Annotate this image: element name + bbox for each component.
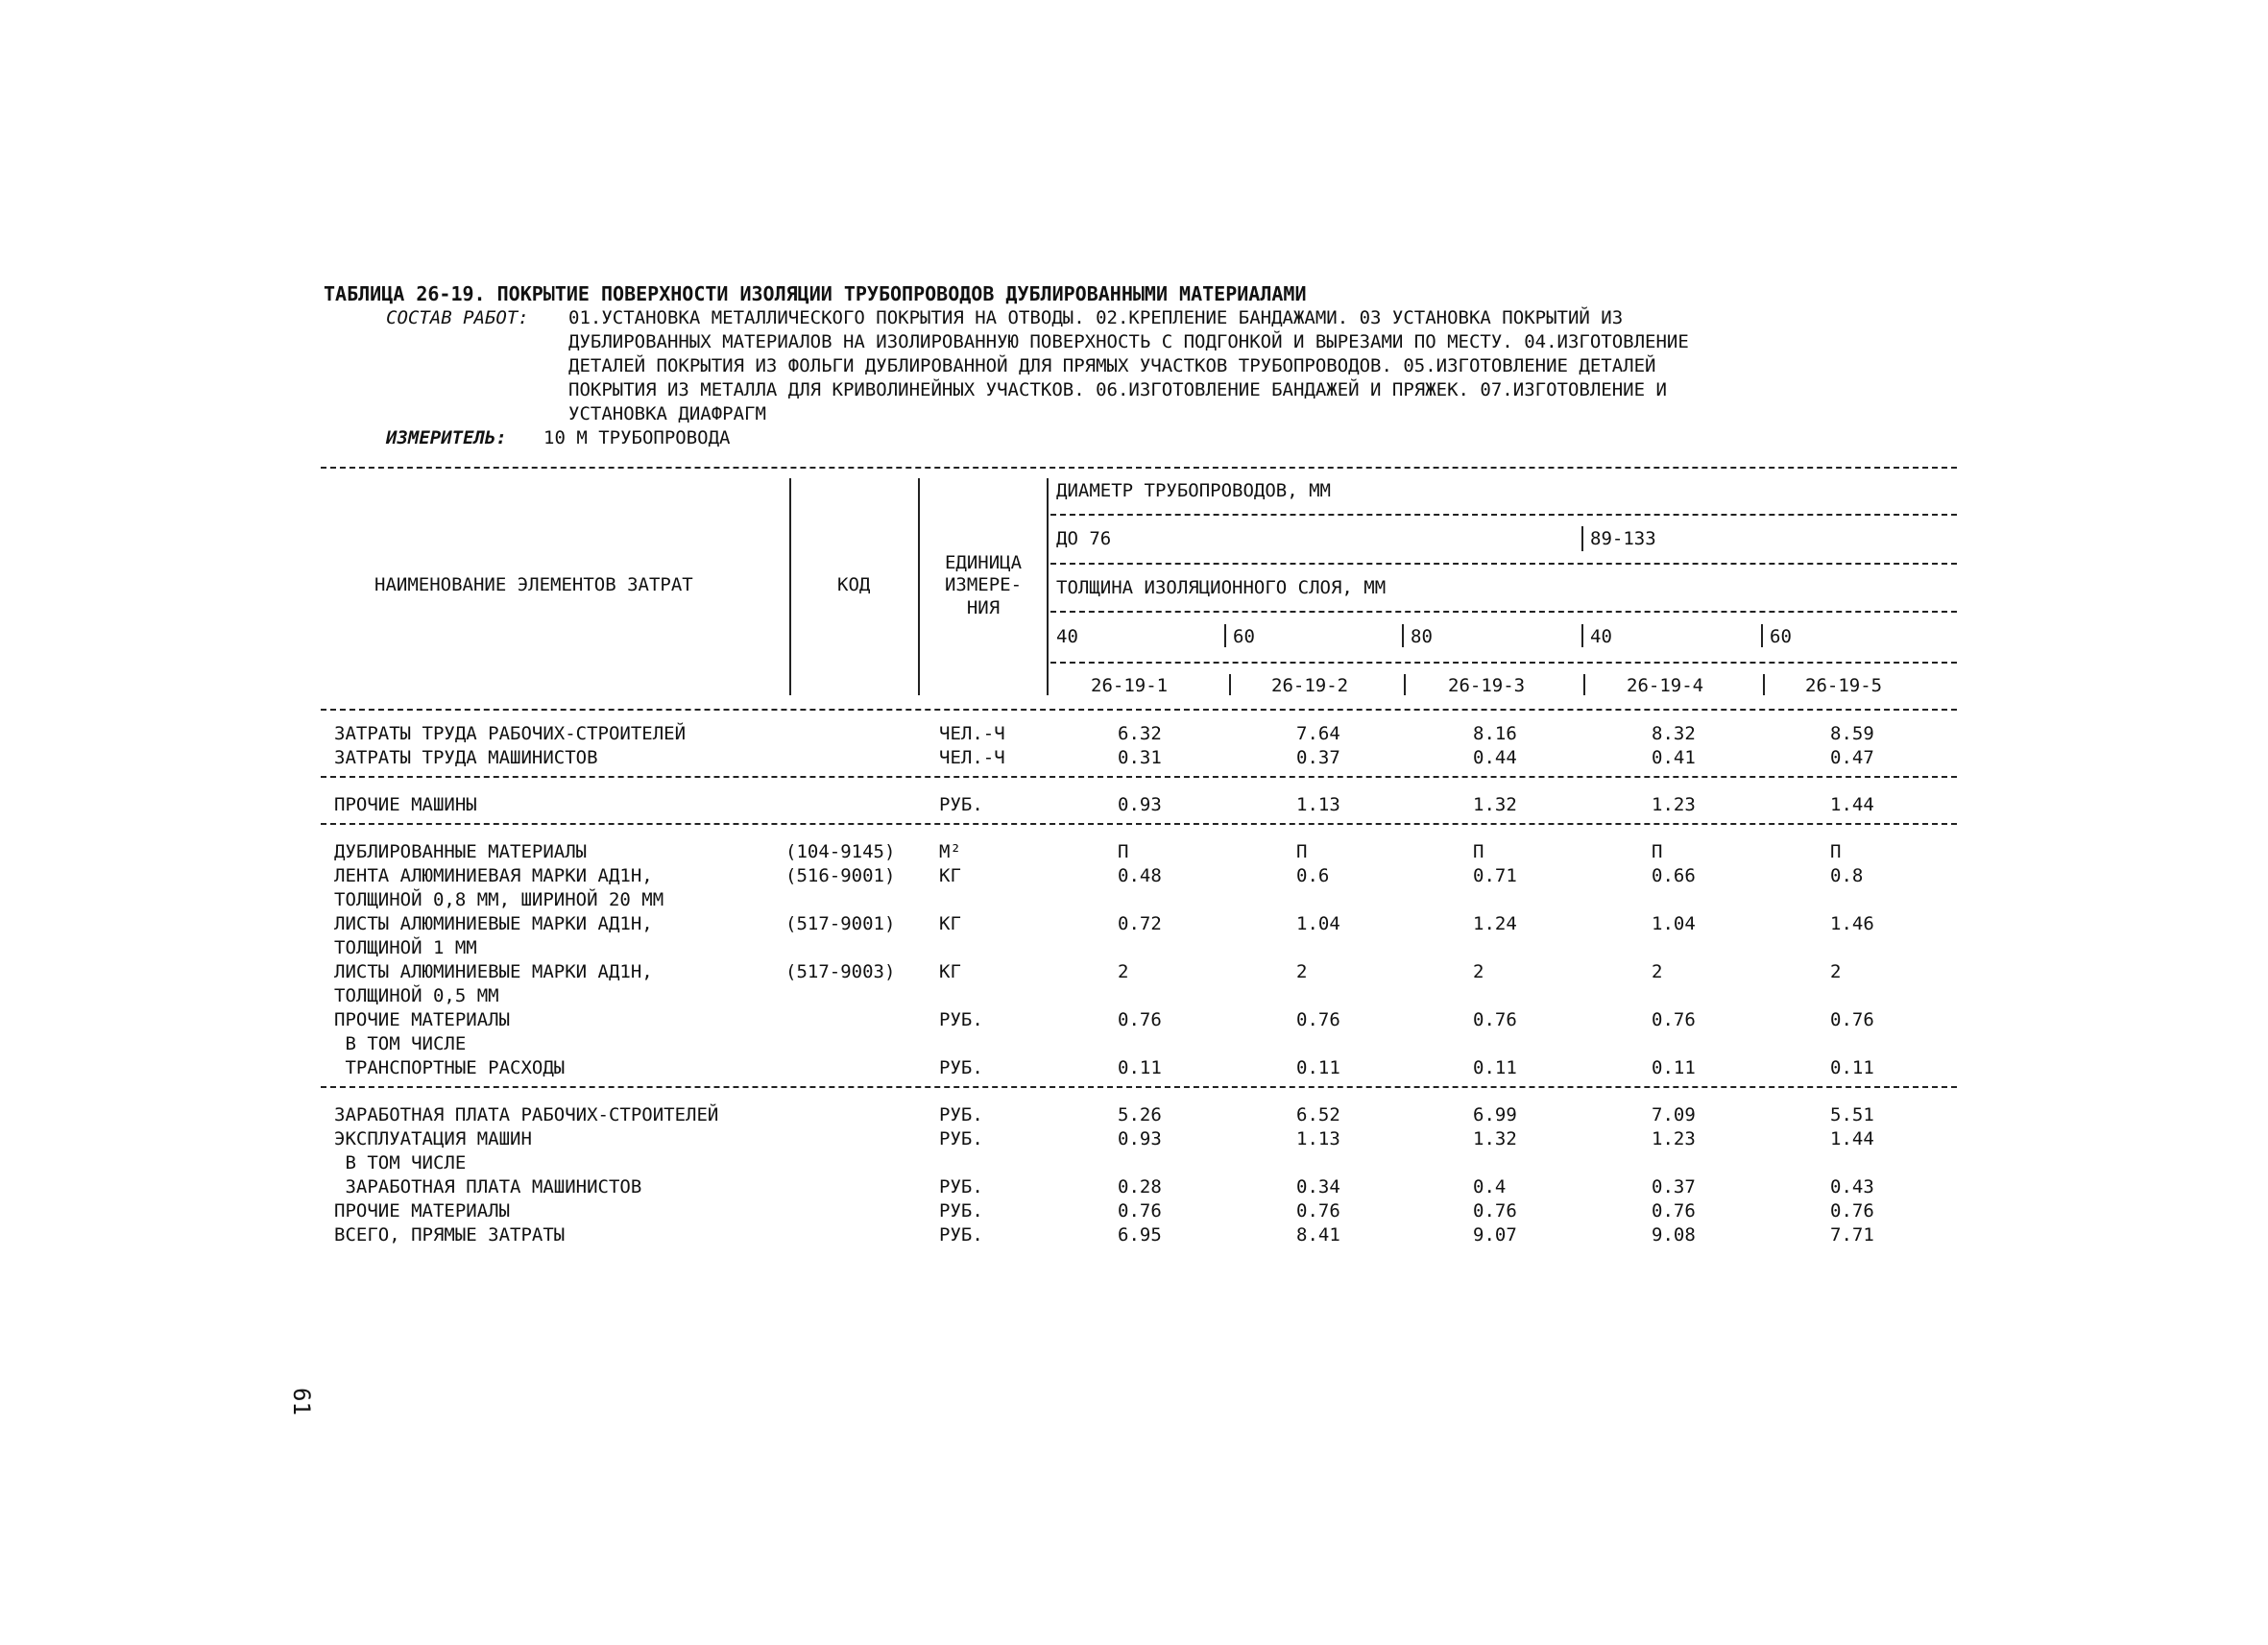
row-value: 7.09: [1652, 1104, 1696, 1125]
work-line-5: УСТАНОВКА ДИАФРАГМ: [568, 403, 766, 424]
vsep-unit-values: [1047, 478, 1049, 695]
table-top-rule: [321, 467, 1957, 469]
header-code-4: 26-19-4: [1627, 675, 1704, 696]
row-unit: ЧЕЛ.-Ч: [939, 747, 1005, 768]
row-value: 0.11: [1296, 1057, 1340, 1078]
row-value: 0.37: [1296, 747, 1340, 768]
row-value: 0.11: [1473, 1057, 1517, 1078]
header-thickness: ТОЛЩИНА ИЗОЛЯЦИОННОГО СЛОЯ, ММ: [1056, 577, 1387, 598]
row-value: 8.41: [1296, 1224, 1340, 1246]
row-value: 8.59: [1830, 723, 1874, 744]
row-name-line: ЗАРАБОТНАЯ ПЛАТА РАБОЧИХ-СТРОИТЕЛЕЙ: [334, 1104, 719, 1125]
row-name-line: ПРОЧИЕ МАШИНЫ: [334, 794, 477, 815]
header-code-5: 26-19-5: [1805, 675, 1883, 696]
vsep-code-2: [1229, 674, 1231, 695]
row-value: 0.93: [1118, 794, 1162, 815]
row-value: 0.76: [1118, 1009, 1162, 1030]
header-th-4: 40: [1590, 626, 1612, 647]
header-unit-line-3: НИЯ: [966, 597, 1001, 618]
work-composition-label: СОСТАВ РАБОТ:: [386, 307, 529, 328]
row-value: 0.31: [1118, 747, 1162, 768]
row-value: 1.32: [1473, 1128, 1517, 1149]
header-rule-codes: [1050, 662, 1957, 664]
row-value: 8.16: [1473, 723, 1517, 744]
row-name-line: В ТОМ ЧИСЛЕ: [334, 1033, 467, 1054]
header-unit-line-2: ИЗМЕРЕ-: [944, 574, 1023, 595]
row-value: 1.32: [1473, 794, 1517, 815]
row-value: 0.76: [1118, 1200, 1162, 1222]
row-value: 0.76: [1830, 1200, 1874, 1222]
row-unit: КГ: [939, 961, 961, 982]
header-rule-thickness: [1050, 611, 1957, 613]
row-unit: ЧЕЛ.-Ч: [939, 723, 1005, 744]
row-value: 0.93: [1118, 1128, 1162, 1149]
row-name-line: ТОЛЩИНОЙ 1 ММ: [334, 937, 477, 958]
row-unit: РУБ.: [939, 1128, 983, 1149]
row-name-line: ЛЕНТА АЛЮМИНИЕВАЯ МАРКИ АД1Н,: [334, 865, 653, 886]
vsep-name-code: [789, 478, 791, 695]
page-number: 61: [288, 1388, 315, 1415]
row-value: 1.44: [1830, 794, 1874, 815]
row-value: П: [1652, 841, 1663, 862]
vsep-th-3: [1402, 624, 1404, 647]
row-unit: М²: [939, 841, 961, 862]
row-value: 9.07: [1473, 1224, 1517, 1246]
row-name-line: В ТОМ ЧИСЛЕ: [334, 1152, 467, 1173]
header-th-5: 60: [1770, 626, 1792, 647]
header-name-col: НАИМЕНОВАНИЕ ЭЛЕМЕНТОВ ЗАТРАТ: [374, 574, 693, 595]
row-value: 1.46: [1830, 913, 1874, 934]
row-value: 1.44: [1830, 1128, 1874, 1149]
row-value: П: [1118, 841, 1129, 862]
row-value: П: [1473, 841, 1484, 862]
header-diameter: ДИАМЕТР ТРУБОПРОВОДОВ, ММ: [1056, 480, 1331, 501]
header-code-1: 26-19-1: [1091, 675, 1169, 696]
row-name-line: ПРОЧИЕ МАТЕРИАЛЫ: [334, 1200, 511, 1222]
row-value: 0.41: [1652, 747, 1696, 768]
row-value: 1.04: [1652, 913, 1696, 934]
row-unit: РУБ.: [939, 1104, 983, 1125]
row-name-line: ЗАТРАТЫ ТРУДА МАШИНИСТОВ: [334, 747, 598, 768]
header-th-2: 60: [1233, 626, 1255, 647]
vsep-code-5: [1763, 674, 1765, 695]
row-name-line: ЛИСТЫ АЛЮМИНИЕВЫЕ МАРКИ АД1Н,: [334, 913, 653, 934]
row-value: 0.72: [1118, 913, 1162, 934]
row-value: 6.32: [1118, 723, 1162, 744]
row-name-line: ЗАРАБОТНАЯ ПЛАТА МАШИНИСТОВ: [334, 1176, 642, 1197]
row-value: 0.76: [1652, 1200, 1696, 1222]
row-code: (104-9145): [785, 841, 896, 862]
row-value: 0.66: [1652, 865, 1696, 886]
table-title: ТАБЛИЦА 26-19. ПОКРЫТИЕ ПОВЕРХНОСТИ ИЗОЛЯЦИИ ТРУБОПРОВОДОВ ДУБЛИРОВАННЫМИ МАТЕРИАЛАМИ: [324, 282, 1307, 305]
row-unit: РУБ.: [939, 1057, 983, 1078]
row-value: 7.71: [1830, 1224, 1874, 1246]
row-value: 5.51: [1830, 1104, 1874, 1125]
row-name-line: ПРОЧИЕ МАТЕРИАЛЫ: [334, 1009, 511, 1030]
vsep-code-unit: [918, 478, 920, 695]
header-rule-groups: [1050, 563, 1957, 565]
row-value: 1.23: [1652, 1128, 1696, 1149]
row-value: 0.76: [1652, 1009, 1696, 1030]
row-value: 1.24: [1473, 913, 1517, 934]
row-value: 0.43: [1830, 1176, 1874, 1197]
row-value: 6.99: [1473, 1104, 1517, 1125]
row-value: 0.76: [1473, 1200, 1517, 1222]
row-unit: РУБ.: [939, 1176, 983, 1197]
table-header-bottom-rule: [321, 709, 1957, 711]
header-unit-line-1: ЕДИНИЦА: [944, 552, 1023, 573]
vsep-th-2: [1224, 624, 1226, 647]
row-value: 0.11: [1118, 1057, 1162, 1078]
row-value: 0.6: [1296, 865, 1330, 886]
row-value: 0.71: [1473, 865, 1517, 886]
header-th-1: 40: [1056, 626, 1078, 647]
work-line-2: ДУБЛИРОВАННЫХ МАТЕРИАЛОВ НА ИЗОЛИРОВАННУЮ ПОВЕРХНОСТЬ С ПОДГОНКОЙ И ВЫРЕЗАМИ ПО МЕСТУ. 04.ИЗГОТОВЛЕНИЕ: [568, 331, 1689, 352]
row-unit: РУБ.: [939, 1009, 983, 1030]
row-value: 2: [1830, 961, 1842, 982]
row-value: П: [1830, 841, 1842, 862]
work-line-4: ПОКРЫТИЯ ИЗ МЕТАЛЛА ДЛЯ КРИВОЛИНЕЙНЫХ УЧАСТКОВ. 06.ИЗГОТОВЛЕНИЕ БАНДАЖЕЙ И ПРЯЖЕК. 07.ИЗГОТОВЛЕНИЕ И: [568, 379, 1667, 400]
row-value: 0.4: [1473, 1176, 1507, 1197]
header-dia-group-1: ДО 76: [1056, 528, 1112, 549]
work-line-1: 01.УСТАНОВКА МЕТАЛЛИЧЕСКОГО ПОКРЫТИЯ НА ОТВОДЫ. 02.КРЕПЛЕНИЕ БАНДАЖАМИ. 03 УСТАНОВКА ПОКРЫТИЙ ИЗ: [568, 307, 1624, 328]
row-name-line: ЛИСТЫ АЛЮМИНИЕВЫЕ МАРКИ АД1Н,: [334, 961, 653, 982]
row-value: 0.47: [1830, 747, 1874, 768]
vsep-group-2: [1581, 526, 1583, 551]
header-dia-group-2: 89-133: [1590, 528, 1656, 549]
header-code-3: 26-19-3: [1448, 675, 1526, 696]
row-code: (516-9001): [785, 865, 896, 886]
vsep-code-4: [1583, 674, 1585, 695]
row-name-line: ДУБЛИРОВАННЫЕ МАТЕРИАЛЫ: [334, 841, 588, 862]
row-value: 0.8: [1830, 865, 1864, 886]
header-code-col: КОД: [837, 574, 871, 595]
row-value: 0.76: [1296, 1009, 1340, 1030]
header-rule-diameter: [1050, 514, 1957, 516]
header-code-2: 26-19-2: [1271, 675, 1349, 696]
row-value: 0.44: [1473, 747, 1517, 768]
row-value: 0.76: [1830, 1009, 1874, 1030]
row-value: П: [1296, 841, 1308, 862]
row-value: 0.48: [1118, 865, 1162, 886]
row-value: 9.08: [1652, 1224, 1696, 1246]
row-code: (517-9001): [785, 913, 896, 934]
row-name-line: ТОЛЩИНОЙ 0,5 ММ: [334, 985, 499, 1006]
row-value: 0.11: [1830, 1057, 1874, 1078]
row-value: 6.52: [1296, 1104, 1340, 1125]
vsep-th-5: [1761, 624, 1763, 647]
row-name-line: ТОЛЩИНОЙ 0,8 ММ, ШИРИНОЙ 20 ММ: [334, 889, 664, 910]
row-value: 0.11: [1652, 1057, 1696, 1078]
work-line-3: ДЕТАЛЕЙ ПОКРЫТИЯ ИЗ ФОЛЬГИ ДУБЛИРОВАННОЙ ДЛЯ ПРЯМЫХ УЧАСТКОВ ТРУБОПРОВОДОВ. 05.ИЗГОТОВЛЕНИЕ ДЕТАЛЕЙ: [568, 355, 1656, 376]
row-name-line: ЗАТРАТЫ ТРУДА РАБОЧИХ-СТРОИТЕЛЕЙ: [334, 723, 687, 744]
row-value: 0.76: [1473, 1009, 1517, 1030]
row-value: 1.13: [1296, 794, 1340, 815]
row-value: 6.95: [1118, 1224, 1162, 1246]
measure-label: ИЗМЕРИТЕЛЬ:: [386, 427, 507, 448]
row-value: 0.28: [1118, 1176, 1162, 1197]
row-code: (517-9003): [785, 961, 896, 982]
row-value: 2: [1652, 961, 1663, 982]
vsep-th-4: [1581, 624, 1583, 647]
vsep-code-3: [1404, 674, 1406, 695]
row-unit: КГ: [939, 865, 961, 886]
row-value: 0.37: [1652, 1176, 1696, 1197]
row-unit: РУБ.: [939, 1224, 983, 1246]
section-rule: [321, 776, 1957, 778]
header-th-3: 80: [1411, 626, 1433, 647]
row-unit: РУБ.: [939, 794, 983, 815]
row-value: 2: [1118, 961, 1129, 982]
row-name-line: ВСЕГО, ПРЯМЫЕ ЗАТРАТЫ: [334, 1224, 566, 1246]
section-rule: [321, 1086, 1957, 1088]
row-value: 1.13: [1296, 1128, 1340, 1149]
row-value: 5.26: [1118, 1104, 1162, 1125]
row-name-line: ТРАНСПОРТНЫЕ РАСХОДЫ: [334, 1057, 566, 1078]
row-value: 7.64: [1296, 723, 1340, 744]
measure-value: 10 М ТРУБОПРОВОДА: [543, 427, 731, 448]
row-value: 2: [1473, 961, 1484, 982]
row-name-line: ЭКСПЛУАТАЦИЯ МАШИН: [334, 1128, 532, 1149]
row-value: 1.04: [1296, 913, 1340, 934]
row-value: 0.34: [1296, 1176, 1340, 1197]
row-value: 0.76: [1296, 1200, 1340, 1222]
row-value: 1.23: [1652, 794, 1696, 815]
row-unit: РУБ.: [939, 1200, 983, 1222]
row-unit: КГ: [939, 913, 961, 934]
row-value: 2: [1296, 961, 1308, 982]
row-value: 8.32: [1652, 723, 1696, 744]
section-rule: [321, 823, 1957, 825]
